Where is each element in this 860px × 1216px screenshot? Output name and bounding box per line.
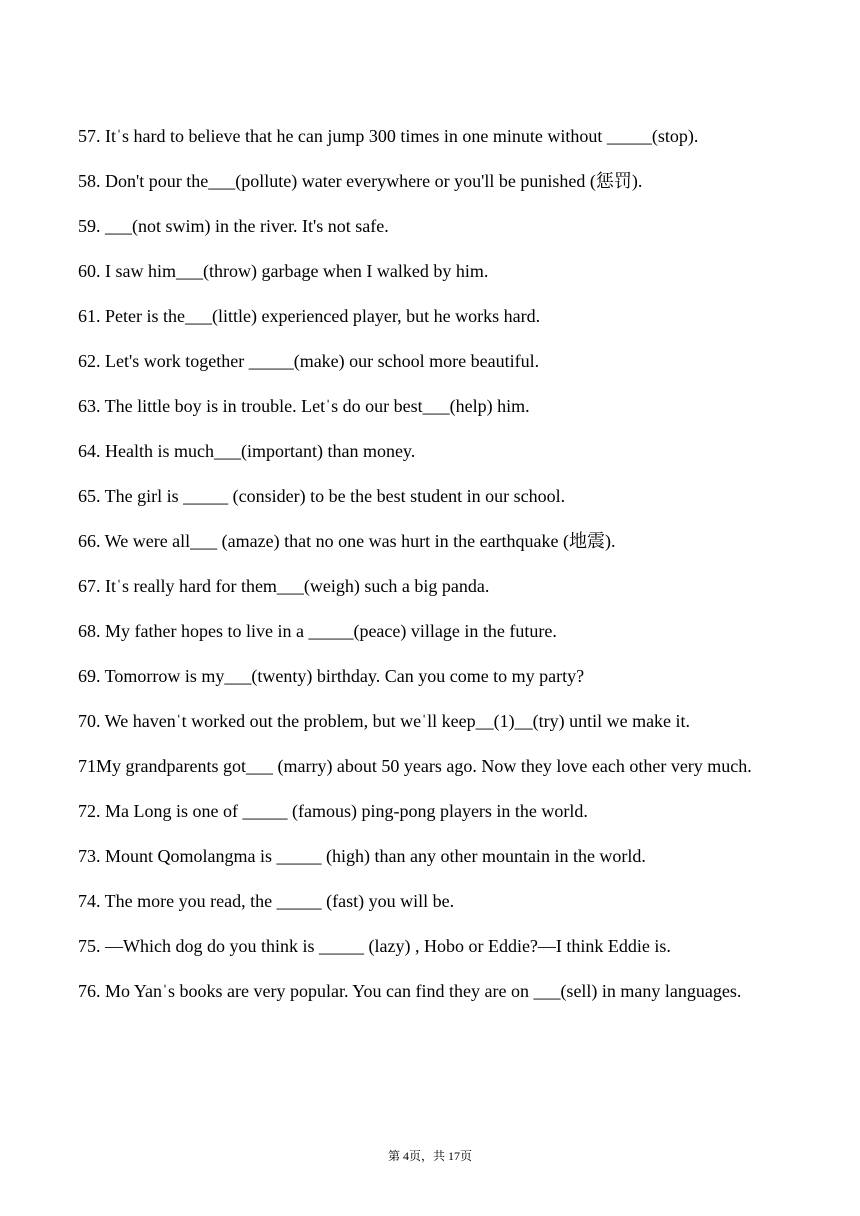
- question-list: [78, 114, 788, 1014]
- question-71: 71My grandparents got___ (marry) about 50 years ago. Now they love each other very much.: [78, 756, 752, 776]
- question-57: 57. Itˈs hard to believe that he can jump 300 times in one minute without _____(stop).: [78, 126, 699, 146]
- question-58: 58. Don't pour the___(pollute) water everywhere or you'll be punished (惩罚).: [78, 171, 643, 191]
- question-67: 67. Itˈs really hard for them___(weigh) such a big panda.: [78, 576, 490, 596]
- question-73: 73. Mount Qomolangma is _____ (high) than any other mountain in the world.: [78, 846, 646, 866]
- question-62: 62. Let's work together _____(make) our school more beautiful.: [78, 351, 540, 371]
- question-64: 64. Health is much___(important) than money.: [78, 441, 416, 461]
- question-59: 59. ___(not swim) in the river. It's not safe.: [78, 216, 389, 236]
- question-69: 69. Tomorrow is my___(twenty) birthday. Can you come to my party?: [78, 666, 585, 686]
- question-61: 61. Peter is the___(little) experienced player, but he works hard.: [78, 306, 541, 326]
- question-76: 76. Mo Yanˈs books are very popular. You can find they are on ___(sell) in many languages.: [78, 981, 742, 1001]
- question-74: 74. The more you read, the _____ (fast) you will be.: [78, 891, 455, 911]
- page-number-footer: 第 4页，共 17页: [387, 1149, 472, 1163]
- question-60: 60. I saw him___(throw) garbage when I walked by him.: [78, 261, 489, 281]
- question-63: 63. The little boy is in trouble. Letˈs do our best___(help) him.: [78, 396, 530, 416]
- question-68: 68. My father hopes to live in a _____(peace) village in the future.: [78, 621, 557, 641]
- question-72: 72. Ma Long is one of _____ (famous) ping-pong players in the world.: [78, 801, 588, 821]
- question-75: 75. —Which dog do you think is _____ (lazy) , Hobo or Eddie?—I think Eddie is.: [78, 936, 671, 956]
- question-66: 66. We were all___ (amaze) that no one was hurt in the earthquake (地震).: [78, 531, 616, 551]
- question-70: 70. We havenˈt worked out the problem, but weˈll keep__(1)__(try) until we make it.: [78, 711, 691, 731]
- question-65: 65. The girl is _____ (consider) to be the best student in our school.: [78, 486, 566, 506]
